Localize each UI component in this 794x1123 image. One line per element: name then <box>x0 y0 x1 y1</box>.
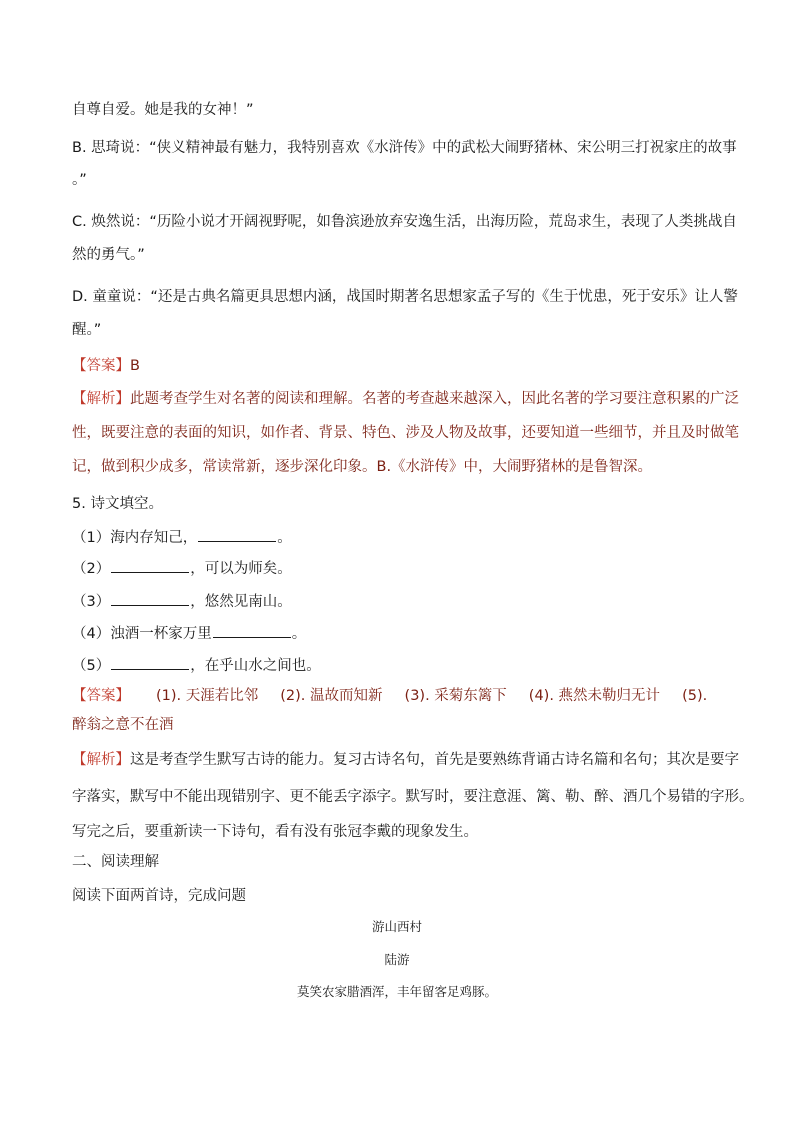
answer-label: 【答案】 <box>72 358 130 374</box>
answer-item: (1). 天涯若比邻 <box>156 688 259 704</box>
poem-title: 游山西村 <box>371 919 422 934</box>
q4-answer <box>72 356 140 376</box>
item-number: （1） <box>72 530 111 546</box>
q5-title: 5. 诗文填空。 <box>72 496 163 512</box>
q4-analysis-line2: 性，既要注意的表面的知识，如作者、背景、特色、涉及人物及故事，还要知道一些细节，并且及时做笔 <box>72 425 739 441</box>
analysis-text: 此题考查学生对名著的阅读和理解。名著的考查越来越深入，因此名著的学习要注意积累的广泛 <box>130 391 739 407</box>
analysis-label: 【解析】 <box>72 391 130 407</box>
item-number: （2） <box>72 561 111 577</box>
option-c-line2: 然的勇气。” <box>72 247 145 263</box>
q5-item-2 <box>72 558 292 579</box>
fill-blank[interactable] <box>111 655 189 670</box>
q4-analysis-line1 <box>72 389 739 409</box>
option-c-line1: C. 焕然说：“历险小说才开阔视野呢，如鲁滨逊放弃安逸生活，出海历险，荒岛求生，表现了人类挑战自 <box>72 214 737 230</box>
poem-author: 陆游 <box>384 952 410 967</box>
option-b-line2: 。” <box>72 172 87 188</box>
answer-item: (3). 采菊东篱下 <box>404 688 507 704</box>
section-instruction: 阅读下面两首诗，完成问题 <box>72 888 246 904</box>
q5-analysis-line2: 字落实，默写中不能出现错别字、更不能丢字添字。默写时，要注意涯、篱、勒、醉、酒几个易错的字形。 <box>72 789 754 805</box>
item-after: ，在乎山水之间也。 <box>190 658 321 674</box>
answer-label: 【答案】 <box>72 688 130 704</box>
q5-item-4 <box>72 623 306 644</box>
item-after: ，可以为师矣。 <box>190 561 292 577</box>
option-b-line1: B. 思琦说：“侠义精神最有魅力，我特别喜欢《水浒传》中的武松大闹野猪林、宋公明三打祝家庄的故事 <box>72 140 737 156</box>
analysis-text: 记，做到积少成多，常读常新，逐步深化印象。 <box>72 459 377 475</box>
item-number: （4） <box>72 626 111 642</box>
q4-continued-line: 自尊自爱。她是我的女神！” <box>72 102 254 118</box>
fill-blank[interactable] <box>198 527 276 542</box>
fill-blank[interactable] <box>111 591 189 606</box>
item-number: （5） <box>72 658 111 674</box>
item-before: 海内存知己， <box>110 530 198 546</box>
fill-blank[interactable] <box>213 623 291 638</box>
analysis-text: 这是考查学生默写古诗的能力。复习古诗名句，首先是要熟练背诵古诗名篇和名句；其次是要字 <box>130 752 739 768</box>
q4-analysis-line3 <box>72 457 652 477</box>
item-before: 浊酒一杯家万里 <box>110 626 212 642</box>
answer-item: (4). 燕然未勒归无计 <box>528 688 661 704</box>
q5-item-1 <box>72 527 292 548</box>
item-after: ，悠然见南山。 <box>190 594 292 610</box>
poem-line-1: 莫笑农家腊酒浑，丰年留客足鸡豚。 <box>296 984 497 999</box>
q5-item-3 <box>72 591 292 612</box>
option-d-line1: D. 童童说：“还是古典名篇更具思想内涵，战国时期著名思想家孟子写的《生于忧患，死于安乐》让人警 <box>72 289 738 305</box>
q5-analysis-line1 <box>72 750 739 770</box>
answer-item: (2). 温故而知新 <box>280 688 383 704</box>
option-d-line2: 醒。” <box>72 322 102 338</box>
analysis-label: 【解析】 <box>72 752 130 768</box>
q5-analysis-line3: 写完之后，要重新读一下诗句，看有没有张冠李戴的现象发生。 <box>72 824 478 840</box>
fill-blank[interactable] <box>111 558 189 573</box>
q5-answer-line2: 醉翁之意不在酒 <box>72 717 174 733</box>
item-after: 。 <box>277 530 292 546</box>
section-heading: 二、阅读理解 <box>72 854 159 870</box>
item-number: （3） <box>72 594 111 610</box>
answer-item: (5). <box>682 688 708 704</box>
answer-value: B <box>130 358 140 374</box>
item-after: 。 <box>291 626 307 642</box>
q5-item-5 <box>72 655 321 676</box>
q5-answer-line1 <box>72 686 707 706</box>
analysis-highlight: B.《水浒传》中，大闹野猪林的是鲁智深。 <box>376 459 653 475</box>
